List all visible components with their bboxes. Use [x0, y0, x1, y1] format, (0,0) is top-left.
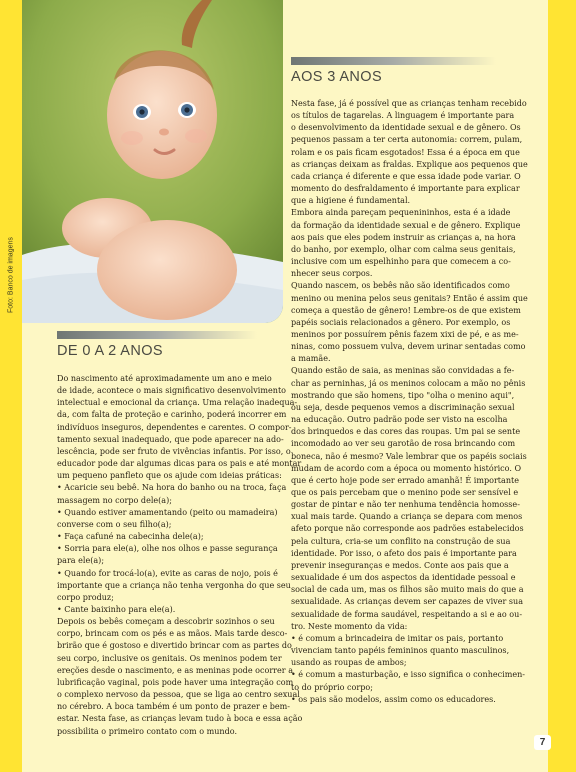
text-line: gostar de pintar e não ter nenhuma tendência homosse-	[291, 500, 520, 510]
text-line: • Cante baixinho para ele(a).	[57, 604, 176, 614]
text-line: ninas, como possuem vulva, devem urinar sentadas como	[291, 342, 526, 352]
text-line: o complexo nervoso da pessoa, que se liga ao centro sexual	[57, 690, 300, 700]
text-line: no cérebro. A boca também é um ponto de prazer e bem-	[57, 702, 291, 712]
text-line: boneca, não é mesmo? Vale lembrar que os papéis sociais	[291, 451, 527, 461]
text-line: a mamãe.	[291, 354, 331, 364]
text-line: nhecer seus corpos.	[291, 269, 373, 279]
text-line: social de cada um, mas os filhos são muito mais do que a	[291, 585, 524, 595]
text-line: meninos por possuírem pênis fazem xixi de pé, e as me-	[291, 329, 519, 339]
text-line: indivíduos inseguros, dependentes e carentes. O compor-	[57, 422, 292, 432]
text-line: que é certo hoje pode ser errado amanhã! É importante	[291, 475, 520, 485]
text-line: as crianças deixam as fraldas. Explique aos pequenos que	[291, 159, 528, 169]
text-line: intelectual e emocional da criança. Uma relação inadequa-	[57, 398, 298, 408]
text-line: corpo produz;	[57, 592, 114, 602]
text-line: Depois os bebês começam a descobrir sozinhos o seu	[57, 617, 275, 627]
right-accent-bar	[548, 0, 576, 772]
text-line: Nesta fase, já é possível que as crianças tenham recebido	[291, 99, 527, 108]
section2-heading: AOS 3 ANOS	[291, 69, 383, 85]
section2-body	[291, 98, 528, 706]
text-line: char as perninhas, já os meninos colocam a mão no pênis	[291, 378, 526, 388]
text-line: lubrificação vaginal, pois pode haver uma integração com	[57, 677, 294, 687]
text-line: um pequeno panfleto que os ajude com ideias práticas:	[57, 471, 282, 481]
text-line: ereções desde o nascimento, e as meninas pode ocorrer a	[57, 665, 293, 675]
text-line: tro. Neste momento da vida:	[291, 621, 408, 631]
text-line: importante que a criança não tenha vergonha do que seu	[57, 580, 291, 590]
text-line: os títulos de tagarelas. A linguagem é importante para	[291, 111, 515, 121]
text-line: momento do desfraldamento é importante para explicar	[291, 184, 520, 194]
text-line: na educação. Outro padrão pode ser visto na escolha	[291, 415, 508, 425]
text-line: • Quando estiver amamentando (peito ou mamadeira)	[57, 507, 278, 517]
text-line: cada criança é diferente e que essa idade pode variar. O	[291, 171, 521, 181]
text-line: xual mais tarde. Quando a criança se depara com menos	[291, 512, 523, 522]
text-line: incomodado ao ver seu garotão de rosa brincando com	[291, 439, 516, 449]
text-line: mostrando que são homens, tipo "olha o menino aqui",	[291, 390, 515, 400]
text-line: rolam e os pais ficam esgotados! Essa é a época em que	[291, 147, 520, 157]
text-line: converse com o seu filho(a);	[57, 519, 172, 529]
text-line: do banho, por exemplo, olhar com calma seus genitais,	[291, 244, 516, 254]
text-line: da formação da identidade sexual e de gênero. Explique	[291, 220, 521, 230]
text-line: da, com falta de proteção e carinho, poderá incorrer em	[57, 410, 287, 420]
text-line: sexualidade de forma saudável, respeitando a si e ao ou-	[291, 609, 523, 619]
section1-heading: DE 0 A 2 ANOS	[57, 343, 163, 359]
text-line: que os pais percebam que o menino pode ser sensível e	[291, 488, 519, 497]
text-line: educador pode dar algumas dicas para os pais e até montar	[57, 459, 302, 469]
text-line: tamento sexual inadequado, que pode aparecer na ado-	[57, 434, 284, 444]
text-line: • Faça cafuné na cabecinha dele(a);	[57, 532, 204, 542]
text-line: • Quando for trocá-lo(a), evite as caras de nojo, pois é	[57, 568, 278, 578]
text-line: mudam de acordo com a época ou momento histórico. O	[291, 463, 522, 473]
text-line: Quando nascem, os bebês não são identificados como	[291, 281, 510, 291]
text-line: sexualidade é um dos aspectos da identidade pessoal e	[291, 573, 516, 583]
text-line: • Acaricie seu bebê. Na hora do banho ou na troca, faça	[57, 483, 287, 493]
text-line: para ele(a);	[57, 556, 105, 566]
text-line: menino ou menina pelos seus genitais? Então é assim que	[291, 293, 528, 303]
text-line: lescência, pode ser fruto de vivências infantis. Por isso, o	[57, 446, 291, 456]
text-line: sexualidade. As crianças devem ser capazes de viver sua	[291, 597, 523, 607]
text-line: de idade, acontece o mais significativo desenvolvimento	[57, 386, 287, 396]
section1-body	[57, 373, 303, 738]
text-line: massagem no corpo dele(a);	[57, 495, 172, 505]
text-line: Do nascimento até aproximadamente um ano e meio	[57, 374, 272, 383]
text-line: Embora ainda pareçam pequenininhos, esta é a idade	[291, 208, 511, 218]
text-line: inclusive com um espelhinho para que comecem a co-	[291, 257, 511, 267]
text-line: corpo, brincam com os pés e as mãos. Mais tarde desco-	[57, 629, 288, 639]
text-line: identidade. Por isso, o afeto dos pais é importante para	[291, 548, 517, 558]
text-line: possibilita o primeiro contato com o mundo.	[57, 726, 238, 736]
text-line: o desenvolvimento da identidade sexual e de gênero. Os	[291, 123, 521, 133]
page-number: 7	[534, 735, 551, 750]
text-line: que a higiene é fundamental.	[291, 196, 411, 206]
text-line: pela cultura, cria-se um conflito na construção de sua	[291, 536, 511, 546]
text-line: prevenir inseguranças e medos. Conte aos pais que a	[291, 560, 509, 570]
text-line: dos brinquedos e das cores das roupas. Um pai se sente	[291, 427, 521, 437]
section2-rule	[291, 57, 496, 65]
text-line: estar. Nesta fase, as crianças levam tudo à boca e essa ação	[57, 714, 303, 724]
text-line: afeto porque não corresponde aos padrões estabelecidos	[291, 524, 524, 534]
text-line: • os pais são modelos, assim como os educadores.	[291, 694, 496, 704]
text-line: • é comum a masturbação, e isso significa o conhecimen-	[291, 670, 526, 680]
text-line: to do próprio corpo;	[291, 682, 373, 692]
text-line: seu corpo, inclusive os genitais. Os meninos podem ter	[57, 653, 282, 663]
text-line: Quando estão de saia, as meninas são convidadas a fe-	[291, 366, 515, 376]
text-line: usando as roupas de ambos;	[291, 658, 407, 668]
text-line: aos pais que eles podem instruir as crianças a, na hora	[291, 232, 516, 242]
text-line: começa a questão de gênero! Lembre-os de que existem	[291, 305, 521, 315]
text-line: vivenciam tanto papéis femininos quanto masculinos,	[291, 646, 510, 656]
text-line: • Sorria para ele(a), olhe nos olhos e passe segurança	[57, 544, 278, 554]
baby-photo	[22, 0, 283, 323]
baby-illustration	[22, 0, 283, 323]
left-accent-bar	[0, 0, 22, 772]
section1-rule	[57, 331, 257, 339]
text-line: • é comum a brincadeira de imitar os pais, portanto	[291, 633, 504, 643]
text-line: ou seja, desde pequenos vemos a discriminação sexual	[291, 402, 515, 412]
text-line: papéis sociais relacionados a gênero. Por exemplo, os	[291, 317, 511, 327]
text-line: pequenos passam a ter certa autonomia: correm, pulam,	[291, 135, 523, 145]
photo-credit: Foto: Banco de imagens	[7, 237, 15, 313]
text-line: brirão que é gostoso e divertido brincar com as partes do	[57, 641, 292, 651]
